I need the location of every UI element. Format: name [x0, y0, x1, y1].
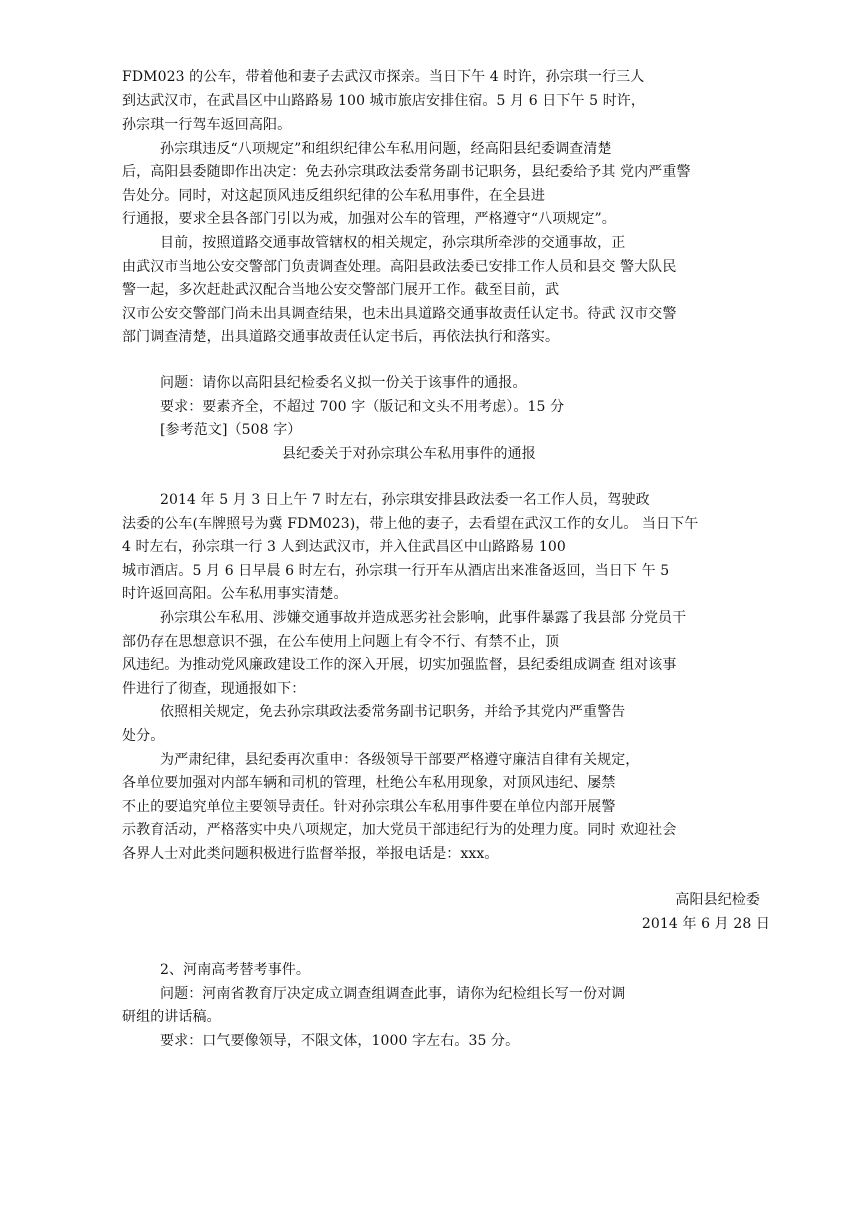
paragraph-line: 汉市公安交警部门尚未出具调查结果，也未出具道路交通事故责任认定书。待武 汉市交警 [122, 306, 677, 322]
paragraph-line: 部门调查清楚，出具道路交通事故责任认定书后，再依法执行和落实。 [122, 329, 560, 345]
essay-line: 2014 年 5 月 3 日上午 7 时左右，孙宗琪安排县政法委一名工作人员，驾驶政 [160, 492, 650, 508]
question-prompt: 问题：请你以高阳县纪检委名义拟一份关于该事件的通报。 [160, 375, 527, 391]
essay-line: 城市酒店。5 月 6 日早晨 6 时左右，孙宗琪一行开车从酒店出来准备返回，当日下 午 5 [122, 563, 670, 579]
paragraph-line: 孙宗琪违反“八项规定”和组织纪律公车私用问题，经高阳县纪委调查清楚 [160, 141, 612, 157]
essay-line: 法委的公车(车牌照号为冀 FDM023)，带上他的妻子，去看望在武汉工作的女儿。 当日下午 [122, 516, 699, 532]
date: 2014 年 6 月 28 日 [641, 916, 770, 932]
essay-line: 风违纪。为推动党风廉政建设工作的深入开展，切实加强监督，县纪委组成调查 组对该事 [122, 657, 677, 673]
essay-line: 处分。 [122, 728, 165, 744]
paragraph-line: 告处分。同时，对这起顶风违反组织纪律的公车私用事件，在全县进 [122, 188, 545, 204]
essay-line: 时许返回高阳。公车私用事实清楚。 [122, 586, 348, 602]
paragraph-line: 行通报，要求全县各部门引以为戒，加强对公车的管理，严格遵守“八项规定”。 [122, 211, 616, 227]
paragraph-line: 由武汉市当地公安交警部门负责调查处理。高阳县政法委已安排工作人员和县交 警大队民 [122, 259, 677, 275]
essay-line: 不止的要追究单位主要领导责任。针对孙宗琪公车私用事件要在单位内部开展警 [122, 799, 616, 815]
section-prompt: 研组的讲话稿。 [122, 1009, 221, 1025]
paragraph-line: 到达武汉市，在武昌区中山路路易 100 城市旅店安排住宿。5 月 6 日下午 5 时许， [122, 93, 645, 109]
section-heading: 2、河南高考替考事件。 [160, 962, 311, 978]
section-prompt: 问题：河南省教育厅决定成立调查组调查此事，请你为纪检组长写一份对调 [160, 986, 626, 1002]
essay-line: 依照相关规定，免去孙宗琪政法委常务副书记职务，并给予其党内严重警告 [160, 704, 626, 720]
essay-line: 4 时左右，孙宗琪一行 3 人到达武汉市，并入住武昌区中山路路易 100 [122, 539, 566, 555]
signature: 高阳县纪检委 [675, 892, 760, 908]
essay-line: 孙宗琪公车私用、涉嫌交通事故并造成恶劣社会影响，此事件暴露了我县部 分党员干 [160, 610, 687, 626]
question-requirement: 要求：要素齐全，不超过 700 字（版记和文头不用考虑）。15 分 [160, 399, 565, 415]
essay-line: 为严肃纪律，县纪委再次重申：各级领导干部要严格遵守廉洁自律有关规定， [160, 752, 640, 768]
essay-line: 各单位要加强对内部车辆和司机的管理，杜绝公车私用现象，对顶风违纪、屡禁 [122, 775, 616, 791]
paragraph-line: 警一起，多次赶赴武汉配合当地公安交警部门展开工作。截至目前，武 [122, 282, 560, 298]
essay-title: 县纪委关于对孙宗琪公车私用事件的通报 [282, 446, 536, 462]
essay-line: 各界人士对此类问题积极进行监督举报，举报电话是：xxx。 [122, 846, 499, 862]
paragraph-line: 后，高阳县委随即作出决定：免去孙宗琪政法委常务副书记职务，县纪委给予其 党内严重警 [122, 164, 691, 180]
essay-line: 部仍存在思想意识不强，在公车使用上问题上有令不行、有禁不止，顶 [122, 634, 560, 650]
section-requirement: 要求：口气要像领导，不限文体，1000 字左右。35 分。 [160, 1033, 520, 1049]
paragraph-line: 目前，按照道路交通事故管辖权的相关规定，孙宗琪所牵涉的交通事故，正 [160, 235, 626, 251]
reference-label: [参考范文]（508 字） [160, 422, 302, 438]
essay-line: 示教育活动，严格落实中央八项规定，加大党员干部违纪行为的处理力度。同时 欢迎社会 [122, 822, 677, 838]
paragraph-line: FDM023 的公车，带着他和妻子去武汉市探亲。当日下午 4 时许，孙宗琪一行三人 [122, 69, 645, 85]
essay-line: 件进行了彻查，现通报如下： [122, 681, 306, 697]
paragraph-line: 孙宗琪一行驾车返回高阳。 [122, 117, 292, 133]
